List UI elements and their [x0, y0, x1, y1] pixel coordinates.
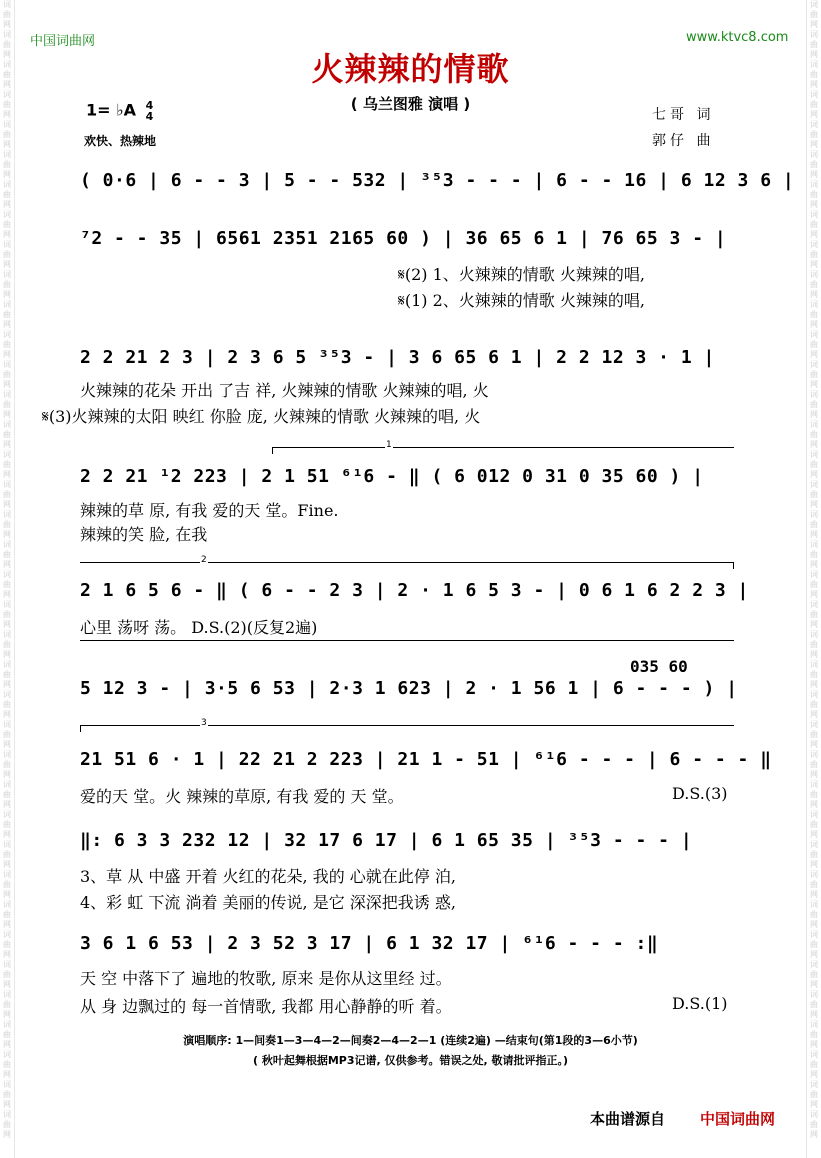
tempo-marking: 欢快、热辣地 [84, 134, 157, 148]
lyrics-line-8a: 3、草 从 中盛 开着 火红的花朵, 我的 心就在此停 泊, [80, 867, 456, 886]
lyrics-line-7: 爱的天 堂。火 辣辣的草原, 有我 爱的 天 堂。 [80, 787, 404, 806]
time-bottom: 4 [145, 110, 154, 123]
ds-3-marking: D.S.(3) [672, 784, 728, 803]
key-signature [86, 100, 153, 122]
side-watermark-right: 词 曲 网 词 曲 网 词 曲 网 词 曲 网 词 曲 网 词 曲 网 词 曲 网 词 曲 网 词 曲 网 词 曲 网 词 曲 网 词 曲 网 词 曲 网 词 曲 网 词 曲 网 词 曲 网 词 曲 网 词 曲 网 词 曲 网 词 曲 网 词 曲 网 词 曲 网 词 曲 网 词 曲 网 词 曲 网 词 曲 网 词 曲 网 词 曲 网 词 曲 网 词 曲 网 词 曲 网 词 曲 网 词 曲 网 词 曲 网 词 曲 网 词 曲 网 词 曲 网 词 曲 网 [806, 0, 821, 1158]
volta-number-2: 2 [201, 555, 207, 565]
volta-tick-3 [80, 725, 81, 732]
staff-divider [80, 640, 734, 641]
performance-order: 演唱顺序: 1—间奏1—3—4—2—间奏2—4—2—1 (连续2遍) —结束句(第1段的3—6小节) [183, 1034, 638, 1047]
lyrics-line-3b: 𝄋(3)火辣辣的太阳 映红 你脸 庞, 火辣辣的情歌 火辣辣的唱, 火 [42, 407, 481, 426]
lyrics-line-4b: 辣辣的笑 脸, 在我 [80, 525, 208, 544]
volta-tick-2 [733, 562, 734, 569]
volta-number-3: 3 [201, 718, 207, 728]
volta-tick-1 [272, 447, 273, 454]
lyrics-line-9a: 天 空 中落下了 遍地的牧歌, 原来 是你从这里经 过。 [80, 969, 452, 988]
notation-line-8: ‖: 6 3 3 232 12 | 32 17 6 17 | 6 1 65 35 | ³⁵3 - - - | [80, 830, 693, 851]
notation-line-6: 5 12 3 - | 3·5 6 53 | 2·3 1 623 | 2 · 1 56 1 | 6 - - - ) | [80, 678, 738, 699]
site-watermark-right[interactable]: www.ktvc8.com [686, 30, 789, 45]
composer-credit: 郭仔 曲 [652, 133, 715, 149]
lyrics-line-5: 心里 荡呀 荡。 D.S.(2)(反复2遍) [80, 618, 318, 637]
notation-line-2: ⁷2 - - 35 | 6561 2351 2165 60 ) | 36 65 6 1 | 76 65 3 - | [80, 228, 727, 249]
transcription-note: ( 秋叶起舞根据MP3记谱, 仅供参考。错误之处, 敬请批评指正。) [252, 1054, 569, 1067]
lyrics-line-2a: 𝄋(2) 1、火辣辣的情歌 火辣辣的唱, [398, 265, 645, 284]
lyrics-line-8b: 4、彩 虹 下流 淌着 美丽的传说, 是它 深深把我诱 惑, [80, 893, 456, 912]
time-top: 4 [145, 99, 154, 112]
lyricist-credit: 七哥 词 [652, 107, 715, 123]
lyrics-line-3a: 火辣辣的花朵 开出 了吉 祥, 火辣辣的情歌 火辣辣的唱, 火 [80, 381, 489, 400]
notation-line-9: 3 6 1 6 53 | 2 3 52 3 17 | 6 1 32 17 | ⁶¹6 - - - :‖ [80, 933, 659, 954]
lyrics-line-4a: 辣辣的草 原, 有我 爱的天 堂。Fine. [80, 501, 339, 520]
upper-voice: 035 60 [630, 657, 688, 676]
notation-line-1: ( 0·6 | 6 - - 3 | 5 - - 532 | ³⁵3 - - - | 6 - - 16 | 6 12 3 6 | [80, 170, 795, 191]
notation-line-5: 2 1 6 5 6 - ‖ ( 6 - - 2 3 | 2 · 1 6 5 3 - | 0 6 1 6 2 2 3 | [80, 580, 749, 601]
source-label: 本曲谱源自 [590, 1110, 666, 1128]
source-site-link[interactable]: 中国词曲网 [700, 1110, 776, 1128]
volta-bracket-3 [80, 725, 734, 726]
notation-line-4: 2 2 21 ¹2 223 | 2 1 51 ⁶¹6 - ‖ ( 6 012 0 31 0 35 60 ) | [80, 466, 704, 487]
song-title: 火辣辣的情歌 [311, 50, 510, 88]
notation-line-3: 2 2 21 2 3 | 2 3 6 5 ³⁵3 - | 3 6 65 6 1 | 2 2 12 3 · 1 | [80, 347, 715, 368]
side-watermark-left: 词 曲 网 词 曲 网 词 曲 网 词 曲 网 词 曲 网 词 曲 网 词 曲 网 词 曲 网 词 曲 网 词 曲 网 词 曲 网 词 曲 网 词 曲 网 词 曲 网 词 曲 网 词 曲 网 词 曲 网 词 曲 网 词 曲 网 词 曲 网 词 曲 网 词 曲 网 词 曲 网 词 曲 网 词 曲 网 词 曲 网 词 曲 网 词 曲 网 词 曲 网 词 曲 网 词 曲 网 词 曲 网 词 曲 网 词 曲 网 词 曲 网 词 曲 网 词 曲 网 词 曲 网 [0, 0, 15, 1158]
singer-line: ( 乌兰图雅 演唱 ) [350, 95, 471, 113]
lyrics-line-9b: 从 身 边飘过的 每一首情歌, 我都 用心静静的听 着。 [80, 997, 452, 1016]
ds-1-marking: D.S.(1) [672, 994, 728, 1013]
time-signature [146, 100, 154, 122]
volta-bracket-2 [80, 562, 734, 563]
site-watermark-left[interactable]: 中国词曲网 [30, 34, 96, 49]
volta-bracket-1 [272, 447, 734, 448]
volta-number-1: 1 [386, 440, 392, 450]
lyrics-line-2b: 𝄋(1) 2、火辣辣的情歌 火辣辣的唱, [398, 291, 645, 310]
notation-line-7: 21 51 6 · 1 | 22 21 2 223 | 21 1 - 51 | ⁶¹6 - - - | 6 - - - ‖ [80, 749, 772, 770]
key-label: 1= ♭A [86, 100, 137, 120]
